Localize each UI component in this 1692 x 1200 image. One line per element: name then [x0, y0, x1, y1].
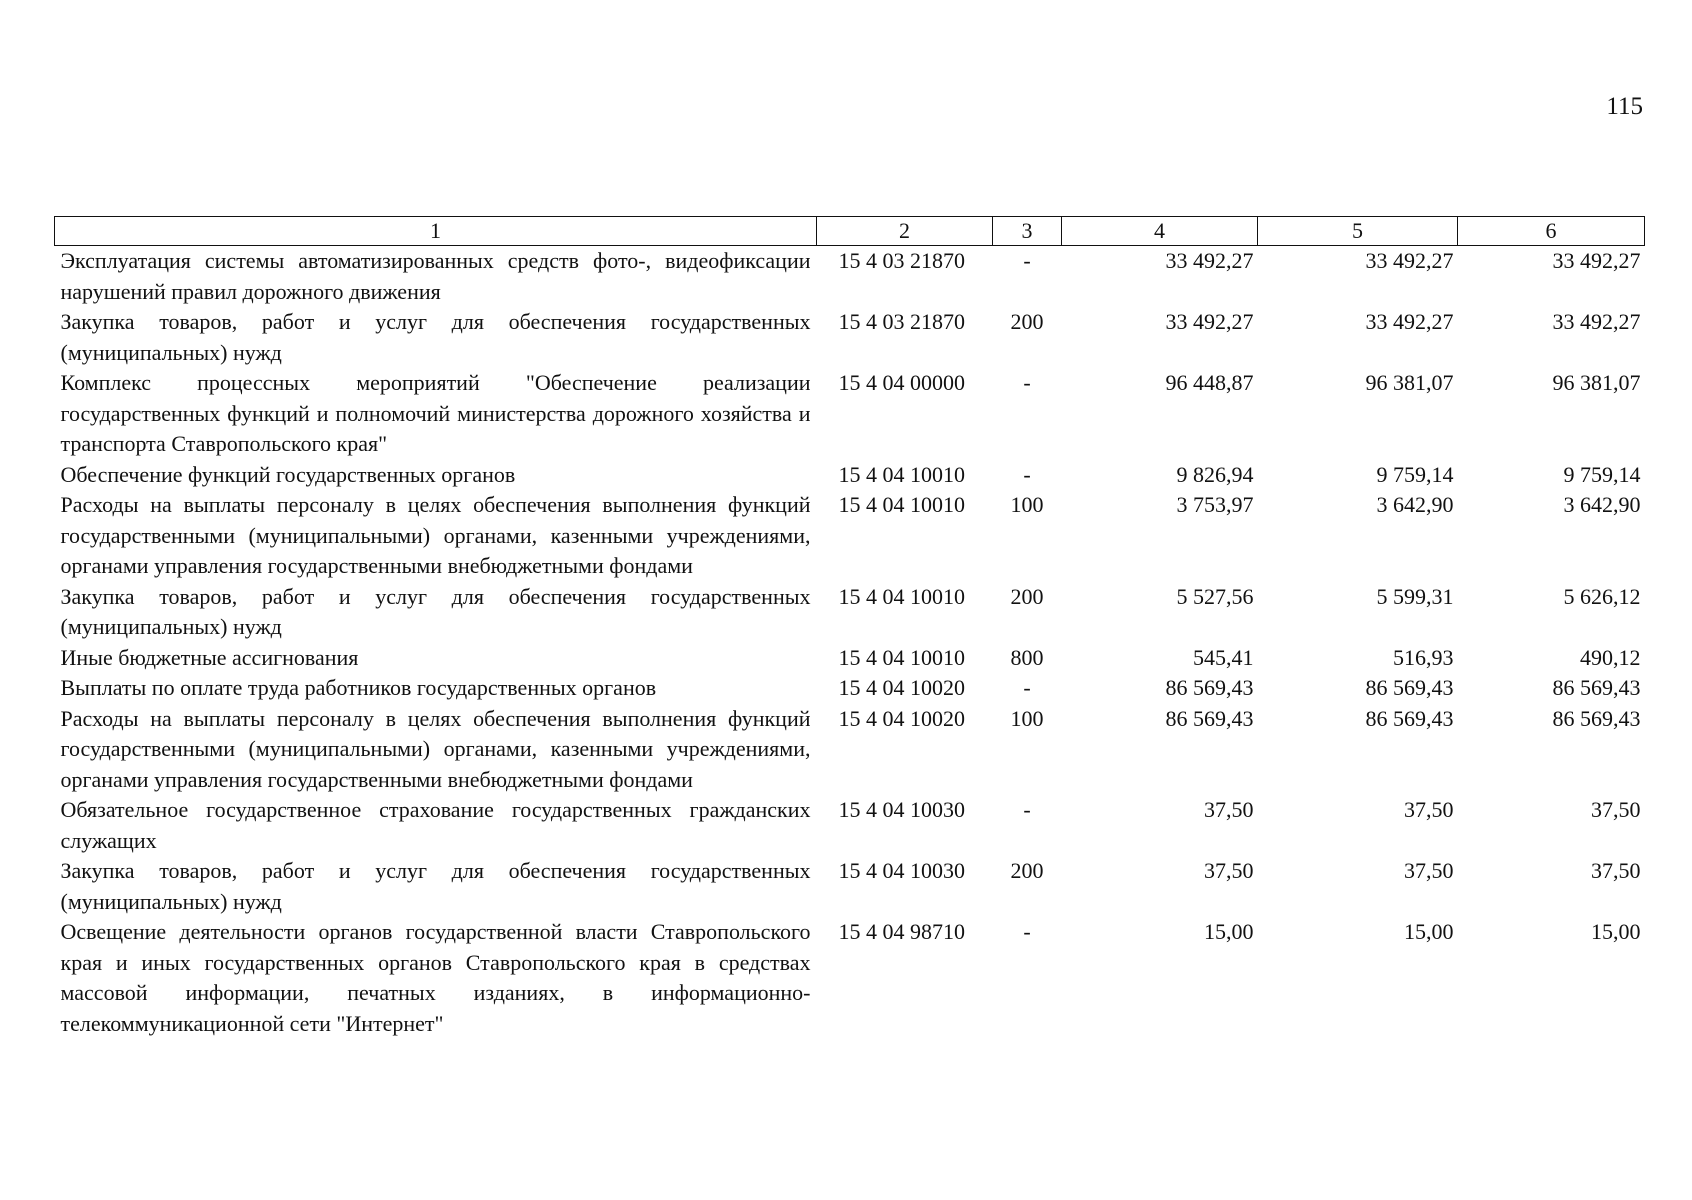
row-type: - — [1023, 797, 1031, 822]
row-value-col6: 37,50 — [1591, 858, 1641, 883]
table-row — [55, 917, 1645, 1039]
table-row — [55, 704, 1645, 796]
row-value-col4: 545,41 — [1193, 644, 1254, 670]
header-col-1: 1 — [55, 217, 817, 246]
row-type: - — [1023, 370, 1031, 395]
row-code: 15 4 04 10030 — [838, 858, 965, 883]
row-value-col6: 9 759,14 — [1563, 461, 1641, 487]
row-name: Выплаты по оплате труда работников государственных органов — [60, 675, 657, 700]
row-code: 15 4 04 98710 — [838, 919, 965, 944]
row-type: 200 — [1010, 309, 1044, 334]
row-value-col4: 5 527,56 — [1176, 583, 1254, 609]
row-name: Закупка товаров, работ и услуг для обеспечения государственных (муниципальных) нужд — [60, 583, 811, 639]
row-code: 15 4 04 10020 — [838, 675, 965, 700]
row-type: - — [1023, 919, 1031, 944]
row-type: - — [1023, 248, 1031, 273]
row-value-col6: 490,12 — [1580, 644, 1641, 670]
row-code: 15 4 04 10010 — [838, 492, 965, 517]
row-type: 800 — [1010, 644, 1044, 670]
header-col-6: 6 — [1458, 217, 1645, 246]
row-name: Эксплуатация системы автоматизированных средств фото-, видеофиксации нарушений правил дорожного движения — [60, 248, 811, 304]
row-name: Закупка товаров, работ и услуг для обеспечения государственных (муниципальных) нужд — [60, 858, 811, 914]
row-name: Расходы на выплаты персоналу в целях обеспечения выполнения функций государственными (муниципальными) органами, казенными учреждениями, органами управления государственными внебюджетными фондами — [60, 705, 811, 792]
row-value-col6: 37,50 — [1591, 797, 1641, 822]
row-value-col4: 96 448,87 — [1165, 370, 1254, 395]
row-name: Обеспечение функций государственных органов — [60, 461, 516, 487]
row-value-col5: 96 381,07 — [1365, 370, 1454, 395]
table-row — [55, 795, 1645, 856]
row-code: 15 4 03 21870 — [838, 309, 965, 334]
row-value-col5: 516,93 — [1393, 644, 1454, 670]
row-value-col6: 33 492,27 — [1552, 248, 1641, 273]
row-value-col6: 86 569,43 — [1552, 675, 1641, 700]
row-value-col4: 3 753,97 — [1176, 492, 1254, 517]
table-row — [55, 856, 1645, 917]
row-name: Иные бюджетные ассигнования — [60, 644, 359, 670]
row-code: 15 4 04 10010 — [838, 644, 965, 670]
table-row — [55, 582, 1645, 643]
row-type: - — [1023, 675, 1031, 700]
row-value-col4: 86 569,43 — [1165, 705, 1254, 731]
row-value-col5: 33 492,27 — [1365, 248, 1454, 273]
row-value-col5: 5 599,31 — [1376, 583, 1454, 609]
row-value-col5: 33 492,27 — [1365, 309, 1454, 334]
table-row — [55, 673, 1645, 704]
row-value-col4: 33 492,27 — [1165, 309, 1254, 334]
row-code: 15 4 04 10020 — [838, 705, 965, 731]
row-value-col5: 37,50 — [1404, 797, 1454, 822]
row-code: 15 4 04 10010 — [838, 461, 965, 487]
row-type: 200 — [1010, 858, 1044, 883]
page-number: 115 — [1606, 93, 1643, 120]
row-value-col6: 33 492,27 — [1552, 309, 1641, 334]
table-row — [55, 246, 1645, 308]
row-code: 15 4 04 10010 — [838, 583, 965, 609]
row-value-col4: 37,50 — [1204, 858, 1254, 883]
row-value-col4: 9 826,94 — [1176, 461, 1254, 487]
row-code: 15 4 04 00000 — [838, 370, 965, 395]
budget-table — [54, 216, 1645, 1039]
table-row — [55, 460, 1645, 491]
row-value-col5: 15,00 — [1404, 919, 1454, 944]
row-name: Закупка товаров, работ и услуг для обеспечения государственных (муниципальных) нужд — [60, 309, 811, 365]
row-value-col5: 86 569,43 — [1365, 705, 1454, 731]
table-body — [55, 246, 1645, 1040]
row-value-col5: 86 569,43 — [1365, 675, 1454, 700]
row-value-col4: 15,00 — [1204, 919, 1254, 944]
table-row — [55, 643, 1645, 674]
table-row — [55, 368, 1645, 460]
row-value-col6: 96 381,07 — [1552, 370, 1641, 395]
row-value-col4: 33 492,27 — [1165, 248, 1254, 273]
header-row — [55, 217, 1645, 246]
row-value-col5: 37,50 — [1404, 858, 1454, 883]
row-value-col5: 3 642,90 — [1376, 492, 1454, 517]
row-value-col6: 86 569,43 — [1552, 705, 1641, 731]
row-code: 15 4 04 10030 — [838, 797, 965, 822]
header-col-3: 3 — [993, 217, 1062, 246]
row-type: 100 — [1010, 492, 1044, 517]
header-col-2: 2 — [817, 217, 993, 246]
row-value-col6: 5 626,12 — [1563, 583, 1641, 609]
table-row — [55, 307, 1645, 368]
header-col-4: 4 — [1062, 217, 1258, 246]
table-header — [55, 217, 1645, 246]
row-value-col6: 15,00 — [1591, 919, 1641, 944]
row-type: 200 — [1010, 583, 1044, 609]
row-value-col6: 3 642,90 — [1563, 492, 1641, 517]
row-value-col4: 86 569,43 — [1165, 675, 1254, 700]
row-name: Расходы на выплаты персоналу в целях обеспечения выполнения функций государственными (муниципальными) органами, казенными учреждениями, органами управления государственными внебюджетными фондами — [60, 492, 811, 578]
table-row — [55, 490, 1645, 582]
row-name: Комплекс процессных мероприятий "Обеспечение реализации государственных функций и полномочий министерства дорожного хозяйства и транспорта Ставропольского края" — [60, 370, 811, 456]
row-type: - — [1023, 461, 1031, 487]
row-name: Обязательное государственное страхование государственных гражданских служащих — [60, 797, 811, 853]
row-value-col5: 9 759,14 — [1376, 461, 1454, 487]
header-col-5: 5 — [1258, 217, 1458, 246]
row-type: 100 — [1010, 705, 1044, 731]
row-value-col4: 37,50 — [1204, 797, 1254, 822]
row-name: Освещение деятельности органов государственной власти Ставропольского края и иных государственных органов Ставропольского края в средствах массовой информации, печатных изданиях, в информационно-телекоммуникационной сети "Интернет" — [60, 919, 811, 1036]
row-code: 15 4 03 21870 — [838, 248, 965, 273]
